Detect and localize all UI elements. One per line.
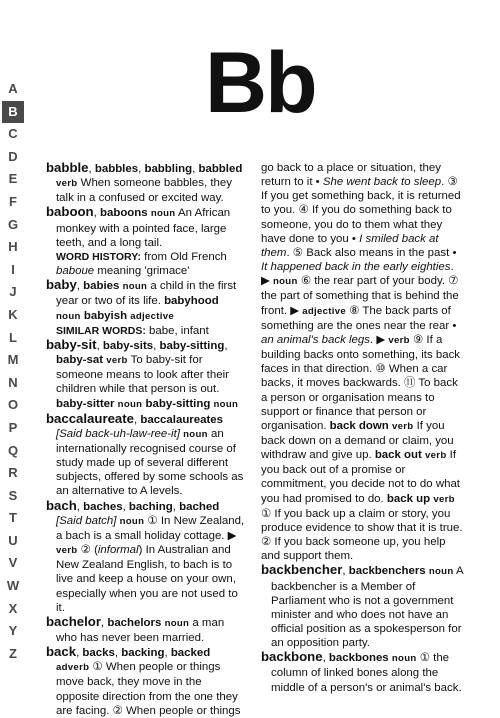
definition: . bbox=[370, 333, 377, 346]
definition: . bbox=[450, 261, 454, 274]
definition: . ⑤ Back also means in the past • bbox=[286, 246, 457, 259]
arrow-icon: ▶ bbox=[376, 333, 386, 346]
word-history-label: WORD HISTORY: bbox=[56, 250, 141, 263]
definition: a man who has never been married. bbox=[56, 616, 225, 644]
inflection: backing bbox=[121, 647, 165, 660]
alpha-index-y: Y bbox=[8, 623, 18, 639]
headword: bach bbox=[46, 497, 77, 513]
part-of-speech: verb bbox=[425, 450, 447, 462]
inflection: baby-sitting bbox=[159, 339, 225, 352]
separator: , bbox=[224, 339, 228, 352]
definition: A backbencher is a Member of Parliament who is not a government minister and who does not have an official position as a spokesperson for an opposition party. bbox=[271, 565, 464, 650]
inflection: bached bbox=[179, 500, 220, 513]
alpha-index-k: K bbox=[8, 306, 18, 322]
separator: , bbox=[114, 647, 122, 660]
similar-words-label: SIMILAR WORDS: bbox=[56, 324, 146, 337]
separator: , bbox=[153, 339, 160, 352]
part-of-speech: verb bbox=[433, 493, 455, 505]
alpha-index-q: Q bbox=[7, 442, 19, 458]
arrow-icon: ▶ bbox=[227, 529, 237, 542]
example: It happened back in the early eighties bbox=[261, 261, 451, 274]
part-of-speech: verb bbox=[56, 545, 78, 557]
definition: ① the column of linked bones along the middle of a person's or animal's back. bbox=[271, 652, 462, 694]
alpha-index-b: B bbox=[2, 101, 24, 124]
part-of-speech: noun bbox=[119, 515, 145, 527]
inflection: baby-sat bbox=[56, 354, 104, 367]
headword: baccalaureate bbox=[46, 410, 134, 426]
alpha-index-f: F bbox=[9, 193, 17, 209]
similar-words-text: babe, infant bbox=[145, 324, 209, 337]
inflection: baby-sits bbox=[102, 339, 154, 352]
entry-bachelor bbox=[46, 615, 246, 645]
alpha-index-v: V bbox=[8, 555, 18, 571]
word-history-text: from Old French bbox=[140, 250, 227, 263]
part-of-speech: noun bbox=[183, 428, 208, 440]
part-of-speech: noun bbox=[164, 617, 190, 629]
entry-backbencher bbox=[261, 563, 465, 650]
definition: ① When people or things move back, they move in the opposite direction from the one they are facing. ② When people or things bbox=[56, 661, 241, 717]
inflection: babbled bbox=[198, 163, 243, 175]
inflection: babies bbox=[83, 280, 120, 293]
inflection: babbling bbox=[144, 163, 193, 175]
inflection: backs bbox=[82, 647, 115, 660]
part-of-speech: noun bbox=[117, 398, 143, 410]
definition: ⑧ The back parts of something are the ones near the rear • bbox=[261, 304, 457, 332]
definition: go back to a place or situation, they return to it • bbox=[261, 162, 441, 189]
separator: , bbox=[100, 616, 108, 629]
column-right bbox=[261, 161, 465, 695]
inflection: baccalaureates bbox=[140, 413, 224, 426]
part-of-speech: noun bbox=[391, 653, 417, 665]
alpha-index-i: I bbox=[11, 261, 15, 277]
alpha-index-a: A bbox=[8, 81, 18, 96]
headword: baboon bbox=[46, 204, 94, 220]
definition: an internationally recognised course of study made up of several different subjects, offered by some schools as an alternative to A levels. bbox=[56, 427, 244, 498]
separator: , bbox=[322, 652, 329, 665]
separator: , bbox=[138, 163, 145, 175]
part-of-speech: noun bbox=[56, 310, 81, 322]
inflection: backbenchers bbox=[348, 565, 426, 578]
definition: If you back down on a demand or claim, you withdraw and give up. bbox=[261, 419, 454, 462]
part-of-speech: noun bbox=[150, 208, 176, 220]
definition: ① If you back up a claim or story, you produce evidence to show that it is true. ② If you back someone up, you help and support them. bbox=[261, 507, 463, 563]
alpha-index-c: C bbox=[8, 126, 18, 142]
separator: , bbox=[96, 339, 103, 352]
example: an animal's back legs bbox=[261, 333, 370, 346]
inflection: baching bbox=[128, 500, 173, 513]
headword: baby bbox=[46, 277, 77, 293]
alpha-index-g: G bbox=[7, 216, 19, 232]
alpha-index-n: N bbox=[8, 374, 18, 390]
entry-baby bbox=[46, 278, 246, 338]
definition: If you back out of a promise or commitment, you decide not to do what you had promised to do. bbox=[261, 449, 460, 505]
part-of-speech: noun bbox=[428, 566, 454, 578]
alpha-index-h: H bbox=[8, 239, 18, 255]
alpha-index-l: L bbox=[9, 329, 17, 345]
part-of-speech: noun bbox=[213, 398, 239, 410]
part-of-speech: verb bbox=[391, 420, 414, 432]
entry-backbone bbox=[261, 650, 465, 694]
part-of-speech: verb bbox=[56, 178, 78, 190]
alpha-index-j: J bbox=[9, 284, 17, 300]
part-of-speech: noun bbox=[272, 276, 298, 288]
inflection: bachelors bbox=[107, 616, 162, 629]
phrasal-verb: back down bbox=[329, 419, 389, 432]
headword: backbone bbox=[261, 649, 323, 665]
pronunciation: [Said batch] bbox=[56, 514, 120, 527]
separator: , bbox=[76, 647, 83, 660]
alpha-index-o: O bbox=[7, 397, 19, 413]
entry-back-continued bbox=[261, 161, 465, 563]
word-history-example: baboue bbox=[56, 265, 95, 278]
word-history-tail: meaning 'grimace' bbox=[94, 265, 190, 278]
inflection: backed bbox=[170, 647, 211, 660]
separator: , bbox=[76, 500, 84, 513]
headword: bachelor bbox=[46, 613, 101, 629]
derived-word: babyhood bbox=[164, 295, 219, 308]
definition: ① In New Zealand, a bach is a small holiday cottage. bbox=[56, 514, 245, 542]
inflection: baches bbox=[83, 500, 123, 513]
headword: backbencher bbox=[261, 562, 343, 578]
alpha-index-e: E bbox=[8, 171, 18, 187]
alpha-index-u: U bbox=[8, 532, 18, 548]
derived-word: baby-sitter bbox=[56, 397, 115, 410]
definition: ⑥ the rear part of your body. ⑦ the part of something that is behind the front. bbox=[261, 275, 459, 317]
entry-back bbox=[46, 645, 246, 718]
headword: back bbox=[46, 644, 77, 660]
entry-baby-sit bbox=[46, 338, 246, 412]
definition: ) In Australian and New Zealand English, to bach is to live and keep a house on your own, especially when you are not used to it. bbox=[56, 544, 238, 614]
entry-baboon bbox=[46, 205, 246, 278]
separator: , bbox=[76, 280, 84, 293]
part-of-speech: verb bbox=[106, 355, 128, 367]
part-of-speech: adjective bbox=[130, 310, 175, 322]
usage-label: informal bbox=[97, 544, 139, 557]
arrow-icon: ▶ bbox=[290, 304, 300, 317]
separator: , bbox=[172, 500, 180, 513]
headword: baby-sit bbox=[46, 336, 97, 352]
separator: , bbox=[164, 647, 171, 660]
definition: An African monkey with a pointed face, large teeth, and a long tail. bbox=[56, 207, 231, 249]
inflection: backbones bbox=[328, 652, 389, 665]
column-left bbox=[46, 161, 246, 718]
part-of-speech: adverb bbox=[56, 662, 90, 674]
alpha-index-r: R bbox=[8, 465, 18, 481]
part-of-speech: noun bbox=[122, 281, 148, 293]
derived-word: baby-sitting bbox=[145, 397, 211, 410]
definition: . ③ If you get something back, it is returned to you. ④ If you do something back to someone, you do to them what they have done to you • bbox=[261, 176, 461, 245]
inflection: baboons bbox=[99, 207, 148, 220]
section-letter-heading: Bb bbox=[205, 35, 316, 131]
entry-babble bbox=[46, 161, 246, 205]
pronunciation: [Said back-uh-law-ree-it] bbox=[56, 427, 184, 440]
definition: ⑨ If a building backs onto something, its back faces in that direction. ⑩ When a car backs, it moves backwards. ⑪ To back a person or organisation means to support or finance that person or organisation. bbox=[261, 333, 461, 432]
definition: To baby-sit for someone means to look after their children while that person is out. bbox=[56, 354, 229, 396]
alpha-index-w: W bbox=[6, 578, 20, 594]
definition: ② ( bbox=[77, 544, 98, 557]
alpha-index-x: X bbox=[8, 600, 18, 616]
alpha-index-s: S bbox=[8, 487, 18, 503]
part-of-speech: verb bbox=[388, 334, 410, 346]
derived-word: babyish bbox=[83, 309, 128, 322]
separator: , bbox=[133, 413, 141, 426]
inflection: babbles bbox=[94, 163, 139, 175]
example: I smiled back at them bbox=[261, 232, 439, 259]
alpha-index-d: D bbox=[8, 148, 18, 164]
alpha-index-z: Z bbox=[9, 645, 17, 661]
separator: , bbox=[122, 500, 129, 513]
separator: , bbox=[88, 163, 95, 175]
definition: a child in the first year or two of its life. bbox=[56, 280, 237, 308]
alpha-index-t: T bbox=[9, 510, 17, 526]
separator: , bbox=[93, 207, 100, 220]
headword: babble bbox=[46, 160, 89, 175]
entry-baccalaureate bbox=[46, 412, 246, 499]
alpha-index-m: M bbox=[7, 352, 19, 368]
arrow-icon: ▶ bbox=[261, 275, 270, 288]
alpha-index-p: P bbox=[8, 419, 18, 435]
separator: , bbox=[342, 565, 349, 578]
phrasal-verb: back out bbox=[374, 449, 422, 462]
example: She went back to sleep bbox=[322, 176, 442, 189]
part-of-speech: adjective bbox=[302, 305, 346, 317]
separator: , bbox=[192, 163, 199, 175]
alphabet-index bbox=[0, 78, 38, 665]
definition: When someone babbles, they talk in a confused or excited way. bbox=[56, 177, 232, 205]
entry-bach bbox=[46, 499, 246, 615]
phrasal-verb: back up bbox=[386, 492, 431, 505]
